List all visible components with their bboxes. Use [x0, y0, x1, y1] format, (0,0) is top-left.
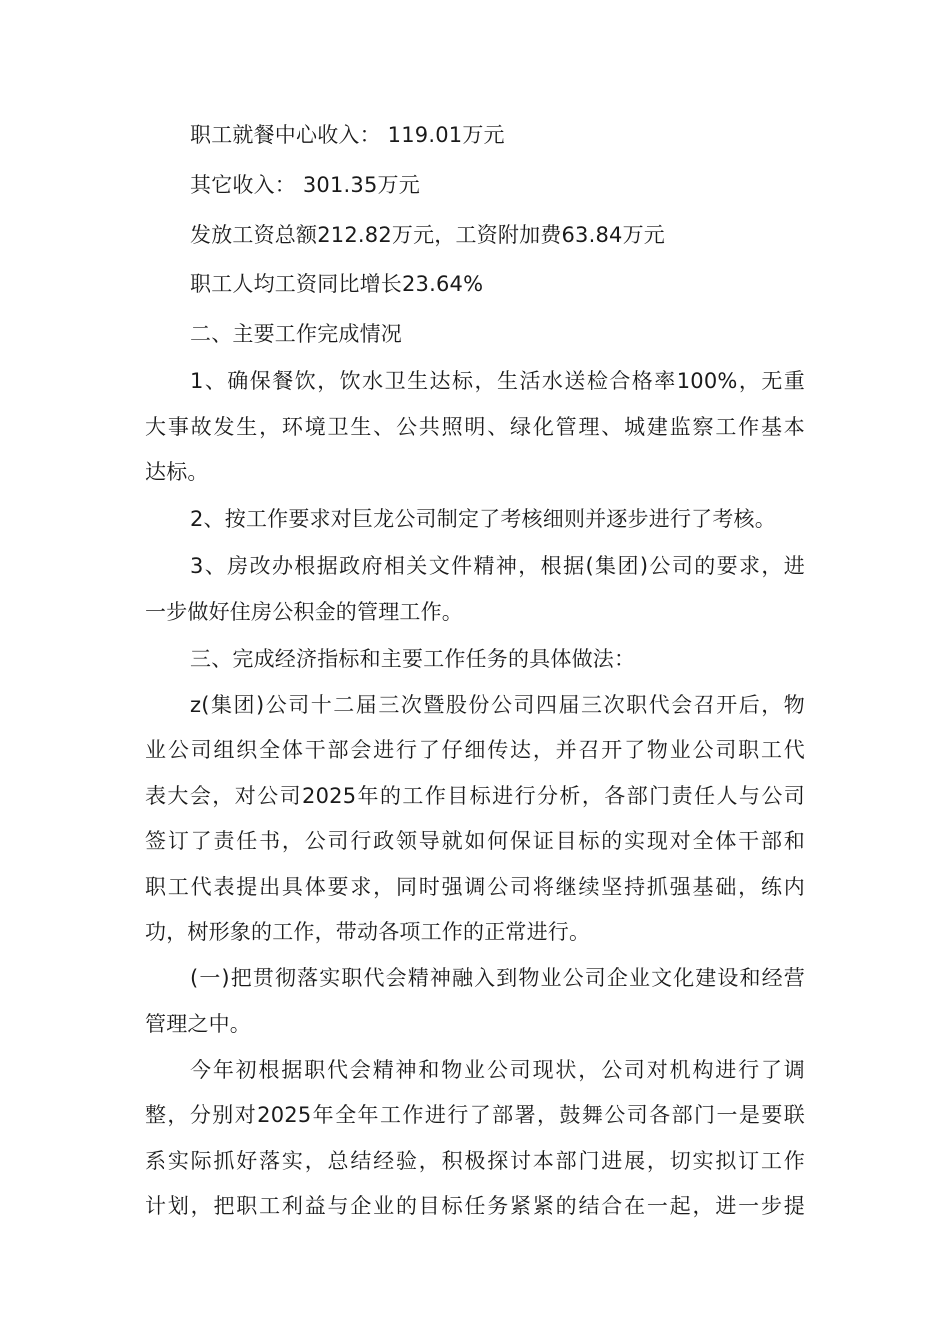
sub-heading: 管理之中。: [145, 1012, 251, 1036]
text-line: 业公司组织全体干部会进行了仔细传达，并召开了物业公司职工代: [145, 738, 805, 762]
text-line: 达标。: [145, 460, 209, 484]
text-line: 发放工资总额212.82万元，工资附加费63.84万元: [190, 223, 665, 247]
text-line: 其它收入： 301.35万元: [190, 173, 420, 197]
text-line: 计划，把职工利益与企业的目标任务紧紧的结合在一起，进一步提: [145, 1194, 805, 1218]
text-line: 整，分别对2025年全年工作进行了部署，鼓舞公司各部门一是要联: [145, 1103, 805, 1127]
text-line: 2、按工作要求对巨龙公司制定了考核细则并逐步进行了考核。: [190, 507, 776, 531]
text-line: 1、确保餐饮，饮水卫生达标，生活水送检合格率100%，无重: [190, 369, 805, 393]
text-line: 3、房改办根据政府相关文件精神，根据(集团)公司的要求，进: [190, 554, 805, 578]
text-line: 签订了责任书，公司行政领导就如何保证目标的实现对全体干部和: [145, 829, 805, 853]
text-line: 职工人均工资同比增长23.64%: [190, 272, 484, 296]
section-heading: 二、主要工作完成情况: [190, 322, 402, 346]
text-line: 职工就餐中心收入： 119.01万元: [190, 123, 505, 147]
sub-heading: (一)把贯彻落实职代会精神融入到物业公司企业文化建设和经营: [190, 966, 805, 990]
text-line: 今年初根据职代会精神和物业公司现状，公司对机构进行了调: [190, 1058, 805, 1082]
text-line: 大事故发生，环境卫生、公共照明、绿化管理、城建监察工作基本: [145, 415, 805, 439]
section-heading: 三、完成经济指标和主要工作任务的具体做法：: [190, 647, 636, 671]
text-line: 表大会，对公司2025年的工作目标进行分析，各部门责任人与公司: [145, 784, 805, 808]
text-line: 功，树形象的工作，带动各项工作的正常进行。: [145, 920, 591, 944]
text-line: 一步做好住房公积金的管理工作。: [145, 600, 463, 624]
text-line: 职工代表提出具体要求，同时强调公司将继续坚持抓强基础，练内: [145, 875, 805, 899]
text-line: 系实际抓好落实，总结经验，积极探讨本部门进展，切实拟订工作: [145, 1149, 805, 1173]
text-line: z(集团)公司十二届三次暨股份公司四届三次职代会召开后，物: [190, 693, 805, 717]
